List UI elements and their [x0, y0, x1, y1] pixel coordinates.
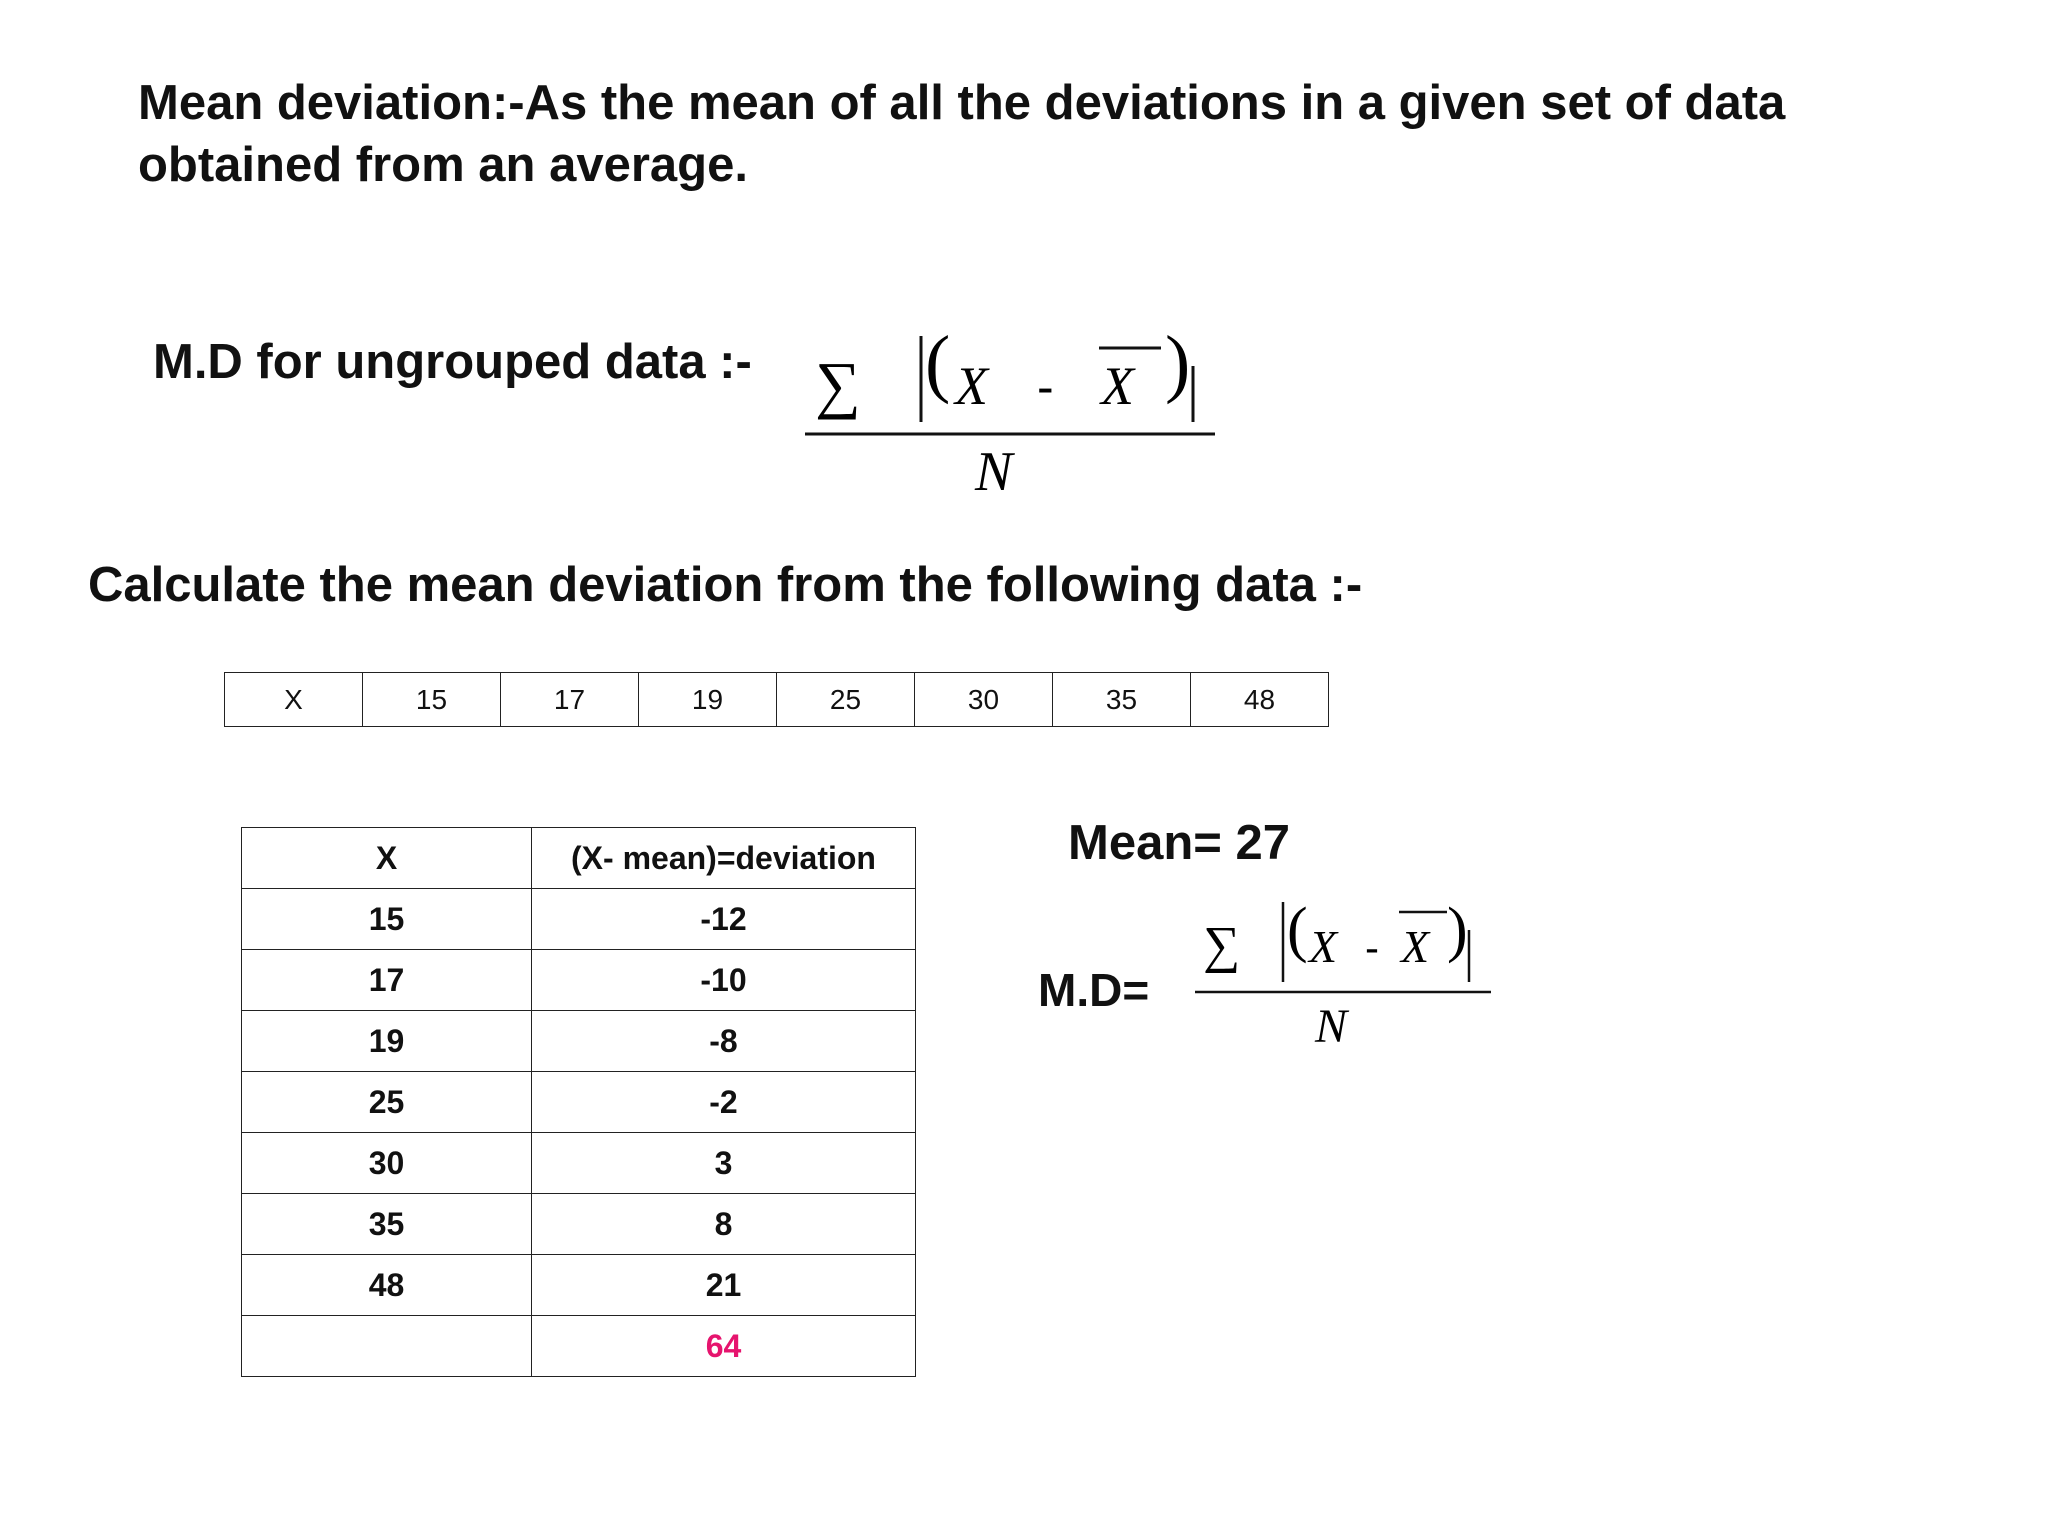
minus-sign: - — [1037, 359, 1054, 415]
denominator-n: N — [1315, 1000, 1348, 1053]
sigma-symbol: ∑ — [1203, 917, 1241, 974]
deviation-cell: 8 — [532, 1194, 916, 1255]
x-variable: X — [1309, 921, 1338, 972]
x-cell: 17 — [242, 950, 532, 1011]
x-cell: 30 — [242, 1133, 532, 1194]
close-paren: ) — [1165, 321, 1191, 405]
minus-sign: - — [1365, 924, 1379, 971]
column-header-deviation: (X- mean)=deviation — [532, 828, 916, 889]
column-header-x: X — [242, 828, 532, 889]
denominator-n: N — [975, 441, 1013, 503]
data-cell: 25 — [777, 673, 915, 727]
ungrouped-formula-label: M.D for ungrouped data :- — [153, 335, 752, 389]
open-paren: ( — [1287, 896, 1308, 964]
deviation-cell: -10 — [532, 950, 916, 1011]
calculation-prompt: Calculate the mean deviation from the following data :- — [88, 558, 1363, 612]
data-cell: 48 — [1191, 673, 1329, 727]
table-row — [242, 889, 916, 950]
deviation-table — [241, 827, 916, 1377]
table-row — [225, 673, 1329, 727]
x-cell: 48 — [242, 1255, 532, 1316]
data-table-header: X — [225, 673, 363, 727]
md-formula — [1195, 890, 1495, 1053]
table-row — [242, 1255, 916, 1316]
x-cell: 35 — [242, 1194, 532, 1255]
total-row — [242, 1316, 916, 1377]
close-paren: ) — [1447, 896, 1468, 964]
mean-deviation-formula — [805, 318, 1225, 503]
data-cell: 35 — [1053, 673, 1191, 727]
x-bar-variable: X — [1401, 921, 1430, 972]
x-cell: 25 — [242, 1072, 532, 1133]
table-row — [242, 1072, 916, 1133]
table-header-row — [242, 828, 916, 889]
table-row — [242, 1011, 916, 1072]
deviation-cell: 21 — [532, 1255, 916, 1316]
deviation-cell: -2 — [532, 1072, 916, 1133]
deviation-cell: -8 — [532, 1011, 916, 1072]
x-cell: 15 — [242, 889, 532, 950]
x-bar-variable: X — [1101, 356, 1134, 416]
data-cell: 30 — [915, 673, 1053, 727]
data-table — [224, 672, 1329, 727]
deviation-total: 64 — [532, 1316, 916, 1377]
table-row — [242, 1133, 916, 1194]
table-row — [242, 1194, 916, 1255]
md-label: M.D= — [1038, 964, 1150, 1016]
data-cell: 17 — [501, 673, 639, 727]
mean-value: Mean= 27 — [1068, 816, 1290, 870]
definition-text: Mean deviation:-As the mean of all the deviations in a given set of data obtained from an average. — [138, 76, 1786, 192]
data-cell: 19 — [639, 673, 777, 727]
open-paren: ( — [925, 321, 951, 405]
sigma-symbol: ∑ — [815, 349, 861, 420]
total-blank-cell — [242, 1316, 532, 1377]
x-cell: 19 — [242, 1011, 532, 1072]
x-variable: X — [955, 356, 988, 416]
data-cell: 15 — [363, 673, 501, 727]
deviation-cell: -12 — [532, 889, 916, 950]
deviation-cell: 3 — [532, 1133, 916, 1194]
table-row — [242, 950, 916, 1011]
